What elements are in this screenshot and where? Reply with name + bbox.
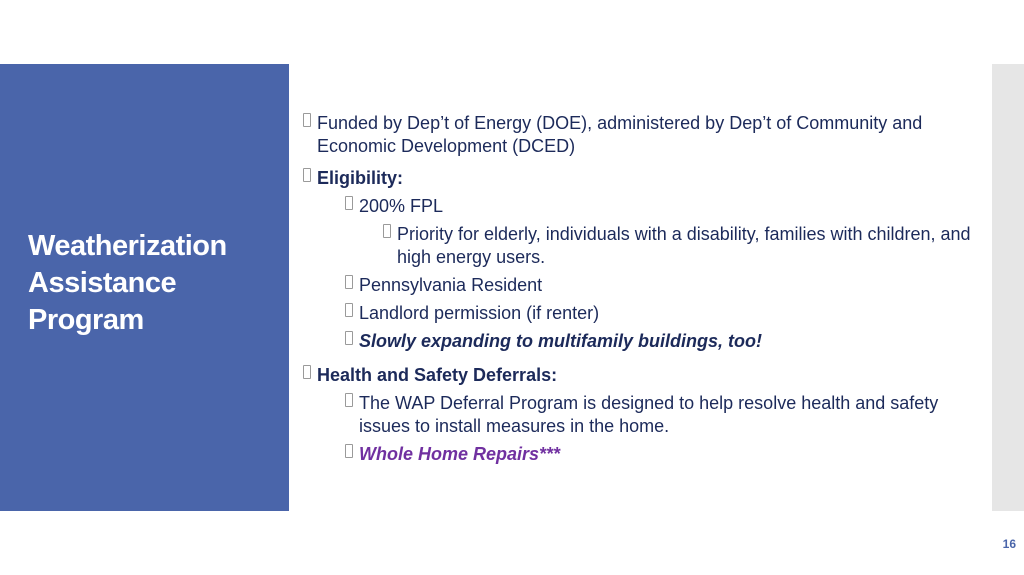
bullet-priority: Priority for elderly, individuals with a disability, families with children, and high energy users.	[300, 223, 980, 269]
slide-title-line-1: Weatherization	[28, 230, 227, 262]
bullet-fpl: 200% FPL	[300, 195, 980, 218]
bullet-marker-icon	[303, 365, 311, 379]
bullet-marker-icon	[345, 303, 353, 317]
slide-title-line-2: Assistance	[28, 267, 177, 299]
bullet-marker-icon	[345, 393, 353, 407]
bullet-marker-icon	[303, 168, 311, 182]
bullet-eligibility: Eligibility:	[300, 167, 980, 190]
slide-title	[28, 228, 278, 339]
bullet-list	[300, 112, 980, 466]
right-side-strip	[992, 64, 1024, 511]
slide-title-line-3: Program	[28, 304, 144, 336]
bullet-marker-icon	[345, 444, 353, 458]
bullet-wap-deferral: The WAP Deferral Program is designed to help resolve health and safety issues to install measures in the home.	[300, 392, 980, 438]
bullet-landlord: Landlord permission (if renter)	[300, 302, 980, 325]
bullet-funded: Funded by Dep’t of Energy (DOE), administered by Dep’t of Community and Economic Development (DCED)	[300, 112, 980, 158]
bullet-marker-icon	[383, 224, 391, 238]
page-number: 16	[1002, 537, 1016, 551]
bullet-resident: Pennsylvania Resident	[300, 274, 980, 297]
bullet-whole-home-repairs: Whole Home Repairs***	[300, 443, 980, 466]
bullet-multifamily: Slowly expanding to multifamily buildings, too!	[300, 330, 980, 353]
bullet-deferrals: Health and Safety Deferrals:	[300, 364, 980, 387]
bullet-marker-icon	[345, 331, 353, 345]
bullet-marker-icon	[303, 113, 311, 127]
bullet-marker-icon	[345, 196, 353, 210]
bullet-marker-icon	[345, 275, 353, 289]
